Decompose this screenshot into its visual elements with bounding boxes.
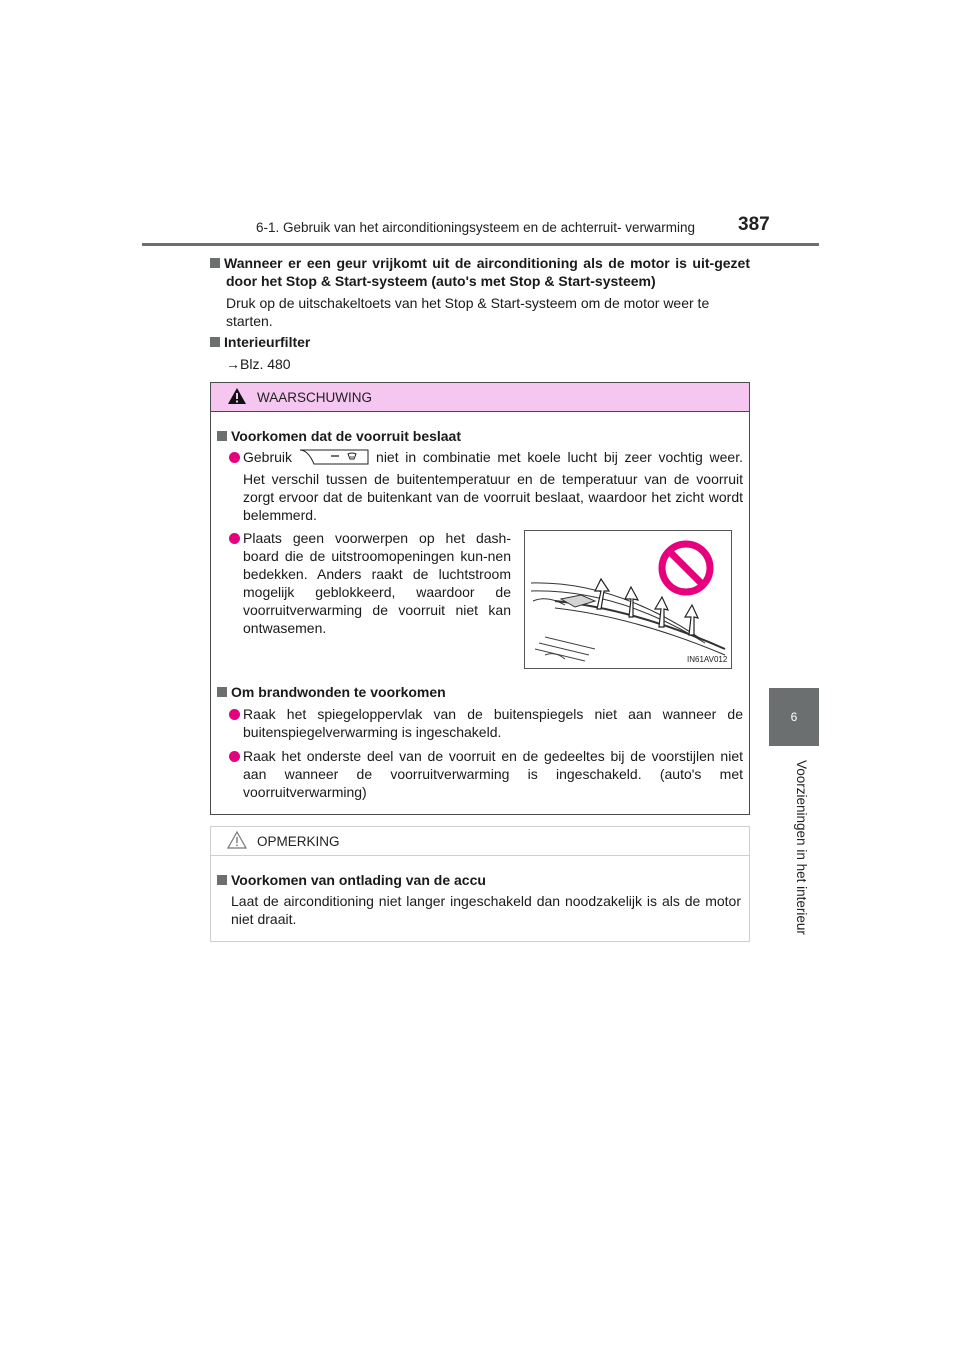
page-number: 387	[738, 214, 770, 235]
warning-triangle-icon	[227, 387, 247, 408]
odor-text: Druk op de uitschakeltoets van het Stop & Start-systeem om de motor weer te starten.	[226, 295, 710, 329]
chapter-label: Voorzieningen in het interieur	[794, 760, 809, 935]
list-item	[211, 529, 511, 637]
filter-heading: Interieurfilter	[224, 334, 311, 350]
filter-section	[210, 333, 750, 373]
filter-page-reference: →Blz. 480	[226, 356, 291, 372]
list-item: Gebruik niet in combinatie met koele lucht bij zeer vochtig weer. Het verschil tussen de buitentemperatuur en de temperatuur van de voorruit zorgt ervoor dat de buitenkant van de voorruit beslaat, waardoor het zicht wordt belemmerd.	[211, 448, 751, 524]
caution-triangle-icon	[227, 831, 247, 852]
chapter-number: 6	[790, 710, 798, 724]
list-item: Raak het onderste deel van de voorruit en de gedeeltes bij de voorstijlen niet aan wanneer de voorruitverwarming is ingeschakeld. (auto's met voorruitverwarming)	[211, 747, 751, 801]
warning-title: WAARSCHUWING	[257, 389, 372, 405]
circle-bullet-icon	[229, 709, 240, 720]
circle-bullet-icon	[229, 751, 240, 762]
square-bullet-icon	[217, 875, 227, 885]
square-bullet-icon	[217, 687, 227, 697]
notice-header	[211, 827, 749, 856]
windshield-airflow-illustration	[524, 530, 732, 669]
circle-bullet-icon	[229, 452, 240, 463]
notice-title: OPMERKING	[257, 833, 340, 849]
burn-prevention-section	[211, 683, 751, 801]
section-title: 6-1. Gebruik van het airconditioningsysteem en de achterruit- verwarming	[256, 220, 695, 235]
odor-section	[210, 254, 750, 330]
notice-heading: Voorkomen van ontlading van de accu	[231, 872, 486, 888]
notice-text: Laat de airconditioning niet langer ingeschakeld dan noodzakelijk is als de motor niet draait.	[231, 893, 741, 927]
burn-heading: Om brandwonden te voorkomen	[231, 684, 446, 700]
square-bullet-icon	[210, 337, 220, 347]
warning-box	[210, 382, 750, 815]
header-divider	[142, 243, 819, 246]
square-bullet-icon	[210, 258, 220, 268]
windshield-defogger-button-icon	[298, 448, 370, 470]
figure-code: IN61AV012	[687, 655, 728, 664]
prohibition-icon	[662, 544, 710, 592]
fog-heading: Voorkomen dat de voorruit beslaat	[231, 428, 462, 444]
square-bullet-icon	[217, 431, 227, 441]
dashboard-bullet-text: Plaats geen voorwerpen op het dash-board die de uitstroomopeningen kun-nen bedekken. Anders raakt de luchtstroom mogelijk geblokkeerd, waardoor de voorruitverwarming de voorruit niet kan ontwasemen.	[243, 530, 511, 636]
odor-heading: Wanneer er een geur vrijkomt uit de airconditioning als de motor is uit-gezet door het Stop & Start-systeem (auto's met Stop & Start-systeem)	[224, 255, 750, 289]
chapter-tab	[769, 688, 819, 746]
warning-header	[211, 383, 749, 412]
notice-box	[210, 826, 750, 942]
circle-bullet-icon	[229, 533, 240, 544]
list-item: Raak het spiegeloppervlak van de buitenspiegels niet aan wanneer de buitenspiegelverwarming is ingeschakeld.	[211, 705, 751, 741]
fog-prevention-section	[211, 427, 751, 524]
